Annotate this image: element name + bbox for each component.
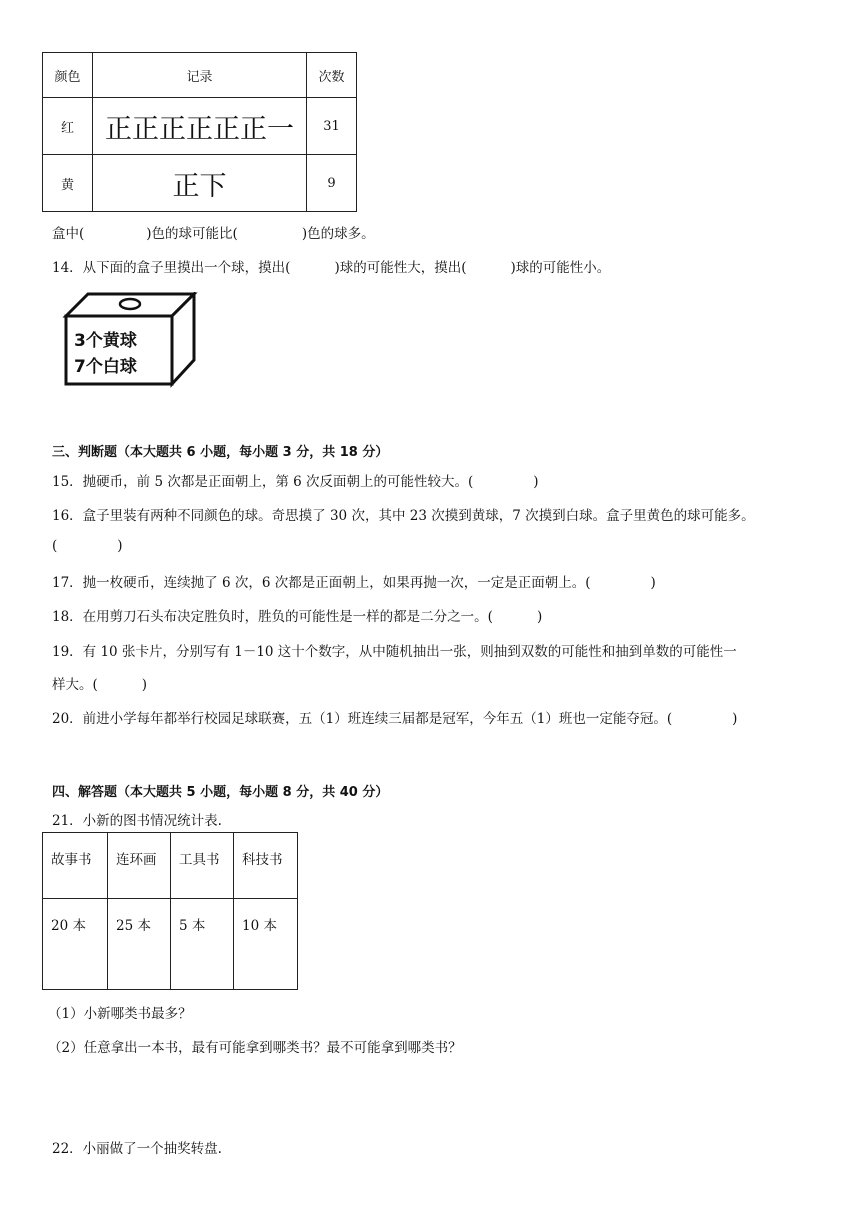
header-comics: 连环画 — [108, 833, 171, 899]
header-story: 故事书 — [43, 833, 108, 899]
question-14: 14．从下面的盒子里摸出一个球，摸出( )球的可能性大，摸出( )球的可能性小。 — [52, 260, 611, 276]
question-19-line2: 样大。( ) — [52, 677, 148, 693]
count-cell: 31 — [307, 98, 357, 155]
value-science: 10 本 — [234, 899, 298, 990]
question-16: 16．盒子里装有两种不同颜色的球。奇思摸了 30 次，其中 23 次摸到黄球，7 次摸到白球。盒子里黄色的球可能多。 — [52, 508, 755, 524]
box-label-white: 7个白球 — [74, 357, 137, 377]
tally-marks: 正正正正正正一 — [105, 113, 294, 145]
count-cell: 9 — [307, 155, 357, 212]
q13-tail: 盒中( )色的球可能比( )色的球多。 — [52, 226, 375, 242]
header-count: 次数 — [307, 53, 357, 98]
value-reference: 5 本 — [171, 899, 234, 990]
table-row — [43, 155, 357, 212]
header-science: 科技书 — [234, 833, 298, 899]
question-19: 19．有 10 张卡片，分别写有 1－10 这十个数字，从中随机抽出一张，则抽到双数的可能性和抽到单数的可能性一 — [52, 644, 737, 660]
question-18: 18．在用剪刀石头布决定胜负时，胜负的可能性是一样的都是二分之一。( ) — [52, 609, 543, 625]
color-cell: 黄 — [43, 155, 93, 212]
question-21-sub1: （1）小新哪类书最多？ — [48, 1006, 192, 1022]
ball-box-illustration — [62, 292, 202, 392]
value-story: 20 本 — [43, 899, 108, 990]
value-comics: 25 本 — [108, 899, 171, 990]
books-table — [42, 832, 298, 990]
question-21-sub2: （2）任意拿出一本书，最有可能拿到哪类书？最不可能拿到哪类书？ — [48, 1040, 462, 1056]
question-22-title: 22．小丽做了一个抽奖转盘. — [52, 1141, 222, 1157]
tally-marks-cell — [93, 98, 307, 155]
header-reference: 工具书 — [171, 833, 234, 899]
header-record: 记录 — [93, 53, 307, 98]
question-17: 17．抛一枚硬币，连续抛了 6 次，6 次都是正面朝上，如果再抛一次，一定是正面朝上。( ) — [52, 575, 656, 591]
question-21-title: 21．小新的图书情况统计表. — [52, 813, 222, 829]
question-20: 20．前进小学每年都举行校园足球联赛，五（1）班连续三届都是冠军，今年五（1）班也一定能夺冠。( ) — [52, 711, 738, 727]
section-3-heading: 三、判断题（本大题共 6 小题，每小题 3 分，共 18 分） — [52, 445, 389, 460]
section-4-heading: 四、解答题（本大题共 5 小题，每小题 8 分，共 40 分） — [52, 785, 389, 800]
color-cell: 红 — [43, 98, 93, 155]
question-15: 15．抛硬币，前 5 次都是正面朝上，第 6 次反面朝上的可能性较大。( ) — [52, 474, 539, 490]
tally-table — [42, 52, 357, 212]
question-16-answer: ( ) — [52, 538, 123, 554]
tally-marks: 正下 — [172, 170, 227, 202]
table-row — [43, 899, 298, 990]
table-row — [43, 98, 357, 155]
header-color: 颜色 — [43, 53, 93, 98]
box-label-yellow: 3个黄球 — [74, 331, 137, 351]
tally-marks-cell — [93, 155, 307, 212]
